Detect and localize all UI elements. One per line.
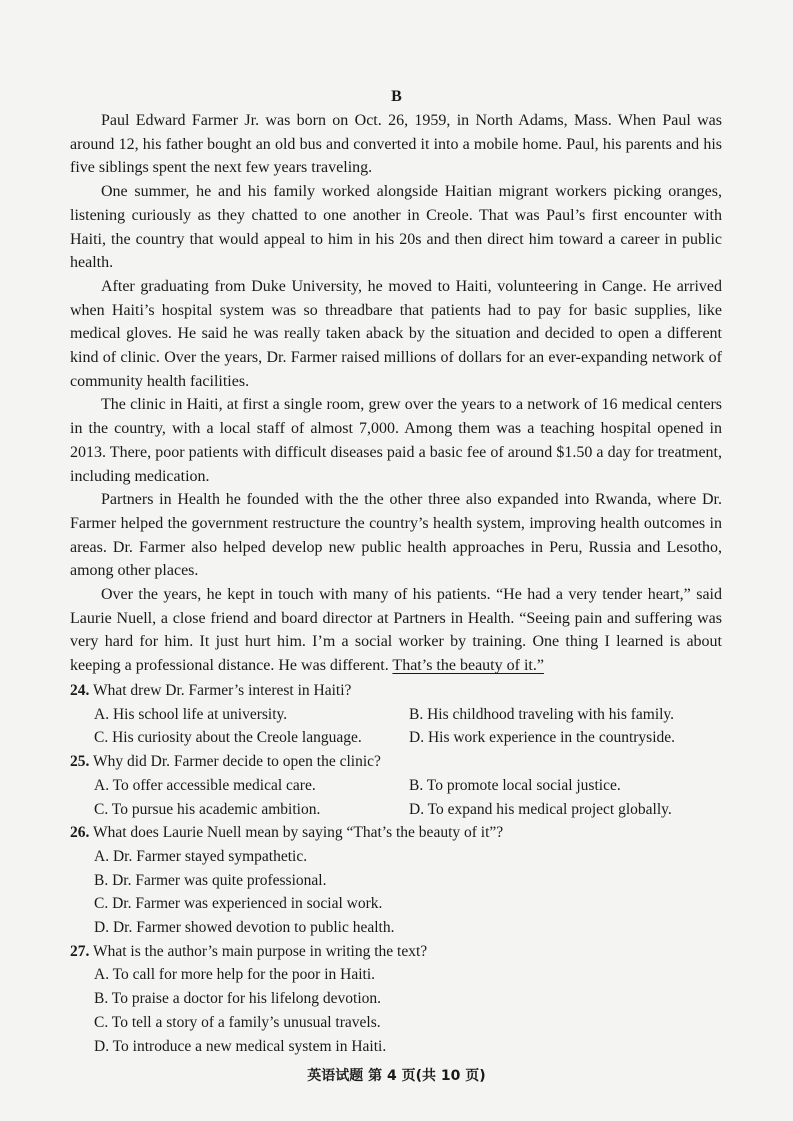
- question-stem: [70, 750, 730, 774]
- paragraph-3: After graduating from Duke University, he moved to Haiti, volunteering in Cange. He arrived when Haiti’s hospital system was so threadbare that patients had to pay for basic supplies, like medical gloves. He said he was really taken aback by the situation and decided to open a different kind of clinic. Over the years, Dr. Farmer raised millions of dollars for an ever-expanding network of community health facilities.: [70, 277, 722, 390]
- option-c: C. To tell a story of a family’s unusual travels.: [94, 1013, 381, 1031]
- option-a: A. Dr. Farmer stayed sympathetic.: [94, 847, 308, 865]
- options: [70, 703, 730, 750]
- option-d: D. To expand his medical project globally.: [409, 800, 672, 818]
- option-d: D. To introduce a new medical system in Haiti.: [94, 1037, 387, 1055]
- paragraph-6-text: Over the years, he kept in touch with many of his patients. “He had a very tender heart,” said Laurie Nuell, a close friend and board director at Partners in Health. “Seeing pain and suffering was very hard for him. It just hurt him. I’m a social worker by training. One thing I learned is about keeping a professional distance. He was different.: [70, 586, 722, 675]
- question-number: 27.: [70, 942, 90, 960]
- paragraph-4: The clinic in Haiti, at first a single room, grew over the years to a network of 16 medical centers in the country, with a local staff of almost 7,000. Among them was a teaching hospital opened in 2013. There, poor patients with difficult diseases paid a basic fee of around $1.50 a day for treatment, including medication.: [70, 396, 722, 485]
- option-b: B. To praise a doctor for his lifelong devotion.: [94, 990, 382, 1008]
- option-d: D. Dr. Farmer showed devotion to public health.: [94, 919, 395, 937]
- underlined-quote: That’s the beauty of it.”: [392, 657, 544, 675]
- option-a: A. His school life at university.: [94, 705, 288, 723]
- question-text: What does Laurie Nuell mean by saying “That’s the beauty of it”?: [92, 824, 504, 842]
- question-25: [70, 750, 730, 821]
- option-b: B. To promote local social justice.: [409, 776, 621, 794]
- paragraph-6: [70, 583, 722, 678]
- option-c: C. To pursue his academic ambition.: [94, 800, 321, 818]
- question-stem: [70, 940, 730, 964]
- question-stem: [70, 679, 730, 703]
- question-number: 25.: [70, 753, 90, 771]
- question-number: 24.: [70, 682, 90, 699]
- question-text: What drew Dr. Farmer’s interest in Haiti?: [92, 682, 352, 699]
- question-text: Why did Dr. Farmer decide to open the clinic?: [92, 753, 381, 771]
- question-stem: [70, 821, 730, 845]
- question-number: 26.: [70, 824, 90, 842]
- option-a: A. To call for more help for the poor in Haiti.: [94, 966, 375, 984]
- question-27: [70, 940, 730, 1059]
- section-heading: B: [391, 88, 402, 105]
- question-26: [70, 821, 730, 940]
- option-a: A. To offer accessible medical care.: [94, 776, 316, 794]
- options: [70, 845, 730, 940]
- options: [70, 774, 730, 821]
- question-list: [70, 679, 730, 1058]
- option-b: B. His childhood traveling with his family.: [409, 705, 675, 723]
- question-24: [70, 679, 730, 750]
- reading-passage: [70, 109, 722, 678]
- question-text: What is the author’s main purpose in writing the text?: [92, 942, 428, 960]
- option-c: C. His curiosity about the Creole language.: [94, 729, 362, 747]
- option-b: B. Dr. Farmer was quite professional.: [94, 871, 327, 889]
- option-c: C. Dr. Farmer was experienced in social work.: [94, 895, 383, 913]
- paragraph-5: Partners in Health he founded with the the other three also expanded into Rwanda, where Dr. Farmer helped the government restructure the country’s health system, improving health outcomes in areas. Dr. Farmer also helped develop new public health approaches in Peru, Russia and Lesotho, among other places.: [70, 491, 722, 580]
- options: [70, 963, 730, 1058]
- paragraph-2: One summer, he and his family worked alongside Haitian migrant workers picking oranges, listening curiously as they chatted to one another in Creole. That was Paul’s first encounter with Haiti, the country that would appeal to him in his 20s and then direct him toward a career in public health.: [70, 183, 722, 272]
- page-footer: 英语试题 第 4 页(共 10 页): [307, 1068, 486, 1084]
- paragraph-1: Paul Edward Farmer Jr. was born on Oct. 26, 1959, in North Adams, Mass. When Paul was around 12, his father bought an old bus and converted it into a mobile home. Paul, his parents and his five siblings spent the next few years traveling.: [70, 112, 722, 177]
- option-d: D. His work experience in the countryside.: [409, 729, 676, 747]
